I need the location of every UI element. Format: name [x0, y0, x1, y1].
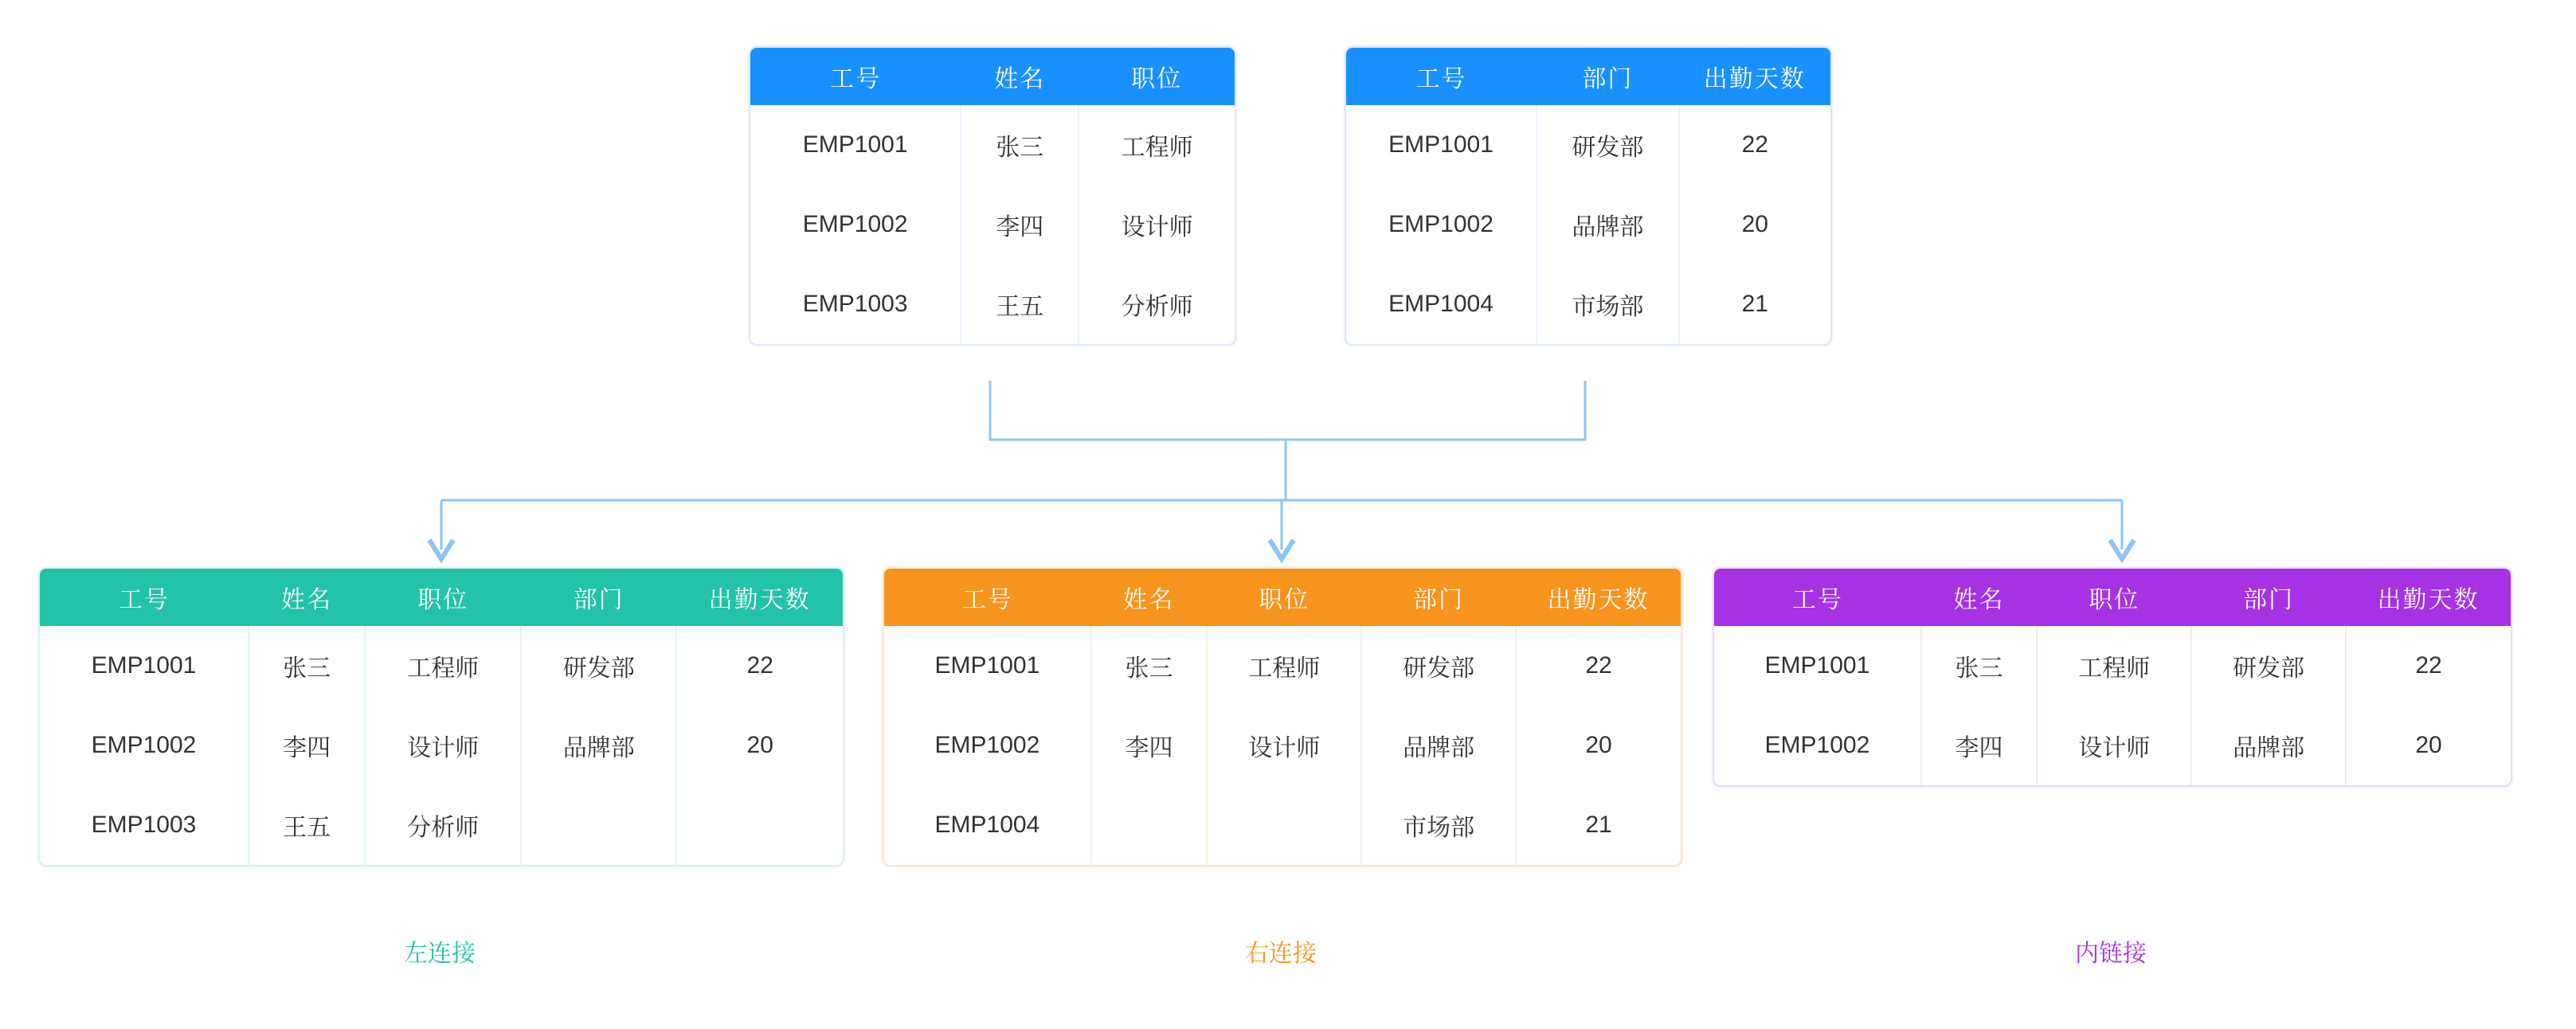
cell: 21 — [1585, 812, 1612, 838]
cell: 22 — [746, 652, 773, 679]
cell: 设计师 — [365, 706, 520, 785]
cell: 李四 — [1921, 706, 2037, 785]
table-header-row — [884, 569, 1681, 626]
cell: 李四 — [961, 185, 1079, 264]
cell: 20 — [1585, 732, 1612, 758]
right-join-caption: 右连接 — [1245, 941, 1317, 967]
table-row — [1346, 264, 1830, 344]
column-header: 工号 — [40, 569, 249, 626]
column-header: 职位 — [1207, 569, 1361, 626]
table-row — [1714, 626, 2511, 706]
cell: 分析师 — [365, 785, 520, 865]
cell: 张三 — [249, 626, 366, 706]
cell — [1207, 785, 1361, 865]
table-row — [750, 105, 1235, 185]
column-header: 出勤天数 — [1516, 569, 1681, 626]
table-row — [884, 706, 1681, 785]
table-row — [884, 785, 1681, 865]
cell: EMP1001 — [1714, 626, 1921, 706]
cell: 设计师 — [2037, 706, 2191, 785]
table-row — [884, 626, 1681, 706]
cell: 20 — [746, 732, 773, 758]
column-header: 姓名 — [249, 569, 366, 626]
cell: EMP1003 — [750, 264, 961, 344]
cell: EMP1002 — [1714, 706, 1921, 785]
cell: EMP1002 — [750, 185, 961, 264]
cell: 研发部 — [1537, 105, 1678, 185]
column-header: 部门 — [2191, 569, 2346, 626]
cell: 工程师 — [1121, 135, 1193, 161]
column-header: 工号 — [1714, 569, 1921, 626]
cell: EMP1001 — [750, 105, 961, 185]
cell: 张三 — [961, 105, 1079, 185]
cell: EMP1004 — [1346, 264, 1537, 344]
table-row — [1346, 105, 1830, 185]
attendance-source-table — [1345, 46, 1832, 346]
inner-join-caption: 内链接 — [2075, 941, 2147, 967]
employee-source-table — [749, 46, 1236, 346]
cell — [521, 785, 676, 865]
table-row — [1346, 185, 1830, 264]
column-header: 职位 — [2037, 569, 2191, 626]
table-row — [40, 785, 843, 865]
cell: 品牌部 — [1361, 706, 1516, 785]
cell: 22 — [1741, 131, 1768, 158]
cell: 张三 — [1921, 626, 2037, 706]
cell: 22 — [1585, 652, 1612, 679]
column-header: 职位 — [1079, 48, 1235, 105]
column-header: 姓名 — [1091, 569, 1207, 626]
cell: 品牌部 — [521, 706, 676, 785]
table-header-row — [1714, 569, 2511, 626]
cell: EMP1001 — [884, 626, 1091, 706]
cell: EMP1001 — [1346, 105, 1537, 185]
cell — [1091, 785, 1207, 865]
column-header: 部门 — [1361, 569, 1516, 626]
column-header: 部门 — [521, 569, 676, 626]
column-header: 姓名 — [961, 48, 1079, 105]
cell: 工程师 — [365, 626, 520, 706]
column-header: 姓名 — [1921, 569, 2037, 626]
column-header: 出勤天数 — [676, 569, 843, 626]
cell: 20 — [2415, 732, 2442, 758]
inner-join-result-table — [1713, 567, 2512, 787]
column-header: 部门 — [1537, 48, 1678, 105]
table-row — [40, 706, 843, 785]
table-header-row — [1346, 48, 1830, 105]
cell: 分析师 — [1121, 294, 1193, 320]
table-header-row — [40, 569, 843, 626]
cell: 品牌部 — [2191, 706, 2346, 785]
table-row — [750, 264, 1235, 344]
cell: 22 — [2415, 652, 2442, 679]
cell: 李四 — [1091, 706, 1207, 785]
table-row — [750, 185, 1235, 264]
cell: 研发部 — [2191, 626, 2346, 706]
table-row — [40, 626, 843, 706]
cell: 设计师 — [1121, 214, 1193, 241]
table-row — [1714, 706, 2511, 785]
cell: 研发部 — [1361, 626, 1516, 706]
cell: 品牌部 — [1537, 185, 1678, 264]
cell: 市场部 — [1361, 785, 1516, 865]
column-header: 工号 — [750, 48, 961, 105]
cell: EMP1002 — [884, 706, 1091, 785]
left-join-caption: 左连接 — [404, 941, 476, 967]
cell: EMP1001 — [40, 626, 249, 706]
cell: 王五 — [249, 785, 366, 865]
cell: 研发部 — [521, 626, 676, 706]
column-header: 工号 — [884, 569, 1091, 626]
cell: EMP1002 — [40, 706, 249, 785]
cell: EMP1002 — [1346, 185, 1537, 264]
column-header: 工号 — [1346, 48, 1537, 105]
cell: 20 — [1741, 211, 1768, 237]
cell: EMP1003 — [40, 785, 249, 865]
cell: 工程师 — [1207, 626, 1361, 706]
column-header: 出勤天数 — [1679, 48, 1830, 105]
right-join-result-table — [883, 567, 1682, 867]
cell: 王五 — [961, 264, 1079, 344]
column-header: 职位 — [365, 569, 520, 626]
cell: 市场部 — [1537, 264, 1678, 344]
cell — [676, 785, 843, 865]
column-header: 出勤天数 — [2346, 569, 2511, 626]
cell: 21 — [1741, 291, 1768, 317]
cell: EMP1004 — [884, 785, 1091, 865]
cell: 工程师 — [2037, 626, 2191, 706]
table-header-row — [750, 48, 1235, 105]
cell: 设计师 — [1207, 706, 1361, 785]
left-join-result-table — [38, 567, 844, 867]
cell: 张三 — [1091, 626, 1207, 706]
cell: 李四 — [249, 706, 366, 785]
